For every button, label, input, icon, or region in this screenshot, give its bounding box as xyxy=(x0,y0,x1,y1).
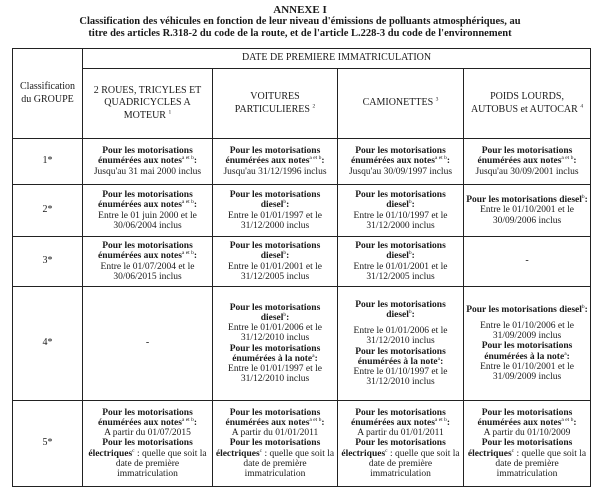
column-header: VOITURES PARTICULIERES $^2$ xyxy=(213,69,338,139)
group-column-header: Classification du GROUPE xyxy=(13,49,83,139)
empty-cell: - xyxy=(464,237,591,287)
empty-cell: - xyxy=(83,287,213,401)
table-cell: Pour les motorisations énumérées aux notes$^{a et b}$: Jusqu'au 31 mai 2000 inclus xyxy=(83,139,213,185)
column-header: CAMIONETTES $^3$ xyxy=(338,69,464,139)
table-cell: Pour les motorisations énumérées aux notes$^{a et b}$: Jusqu'au 31/12/1996 inclus xyxy=(213,139,338,185)
classification-table xyxy=(12,48,591,487)
group-cell: 4* xyxy=(13,287,83,401)
table-row xyxy=(13,237,591,287)
doc-heading-line-1: Classification des véhicules en fonction de leur niveau d'émissions de polluants atmosphériques, au xyxy=(79,16,521,27)
table-cell: Pour les motorisations énumérées aux notes$^{a et b}$: A partir du 01/01/2011 Pour les motorisations électriques$^c$ : quelle que soit la date de première immatriculation xyxy=(338,401,464,487)
table-row xyxy=(13,185,591,237)
annex-title: ANNEXE I xyxy=(273,4,327,16)
group-cell: 3* xyxy=(13,237,83,287)
date-header: DATE DE PREMIERE IMMATRICULATION xyxy=(83,49,591,69)
table-cell: Pour les motorisations énumérées aux notes$^{a et b}$: Entre le 01 juin 2000 et le 30/06/2004 inclus xyxy=(83,185,213,237)
table-cell: Pour les motorisations diesel$^b$: Entre le 01/10/2006 et le 31/09/2009 inclus Pour les motorisations énumérées à la note$^a$: Entre le 01/10/2001 et le 31/09/2009 inclus xyxy=(464,287,591,401)
table-cell: Pour les motorisations énumérées aux notes$^{a et b}$: A partir du 01/10/2009 Pour les motorisations électriques$^c$ : quelle que soit la date de première immatriculation xyxy=(464,401,591,487)
table-row xyxy=(13,287,591,401)
group-cell: 5* xyxy=(13,401,83,487)
table-cell: Pour les motorisations énumérées aux notes$^{a et b}$: A partir du 01/07/2015 Pour les motorisations électriques$^c$ : quelle que soit la date de première immatriculation xyxy=(83,401,213,487)
table-cell: Pour les motorisations diesel$^b$: Entre le 01/10/2001 et le 30/09/2006 inclus xyxy=(464,185,591,237)
group-cell: 1* xyxy=(13,139,83,185)
table-cell: Pour les motorisations diesel$^b$: Entre le 01/01/2001 et le 31/12/2005 inclus xyxy=(338,237,464,287)
table-row xyxy=(13,139,591,185)
column-header: POIDS LOURDS, AUTOBUS et AUTOCAR $^4$ xyxy=(464,69,591,139)
table-cell: Pour les motorisations énumérées aux notes$^{a et b}$: Jusqu'au 30/09/2001 inclus xyxy=(464,139,591,185)
table-cell: Pour les motorisations diesel$^b$: Entre le 01/01/2006 et le 31/12/2010 inclus Pour les motorisations énumérées à la note$^a$: Entre le 01/10/1997 et le 31/12/2010 inclus xyxy=(338,287,464,401)
table-cell: Pour les motorisations diesel$^b$: Entre le 01/01/1997 et le 31/12/2000 inclus xyxy=(213,185,338,237)
table-cell: Pour les motorisations diesel$^b$: Entre le 01/10/1997 et le 31/12/2000 inclus xyxy=(338,185,464,237)
table-cell: Pour les motorisations énumérées aux notes$^{a et b}$: A partir du 01/01/2011 Pour les motorisations électriques$^c$ : quelle que soit la date de première immatriculation xyxy=(213,401,338,487)
doc-heading-line-2: titre des articles R.318-2 du code de la route, et de l'article L.228-3 du code de l'environnement xyxy=(88,28,512,39)
table-cell: Pour les motorisations diesel$^b$: Entre le 01/01/2006 et le 31/12/2010 inclus Pour les motorisations énumérées à la note$^a$: Entre le 01/01/1997 et le 31/12/2010 inclus xyxy=(213,287,338,401)
table-row xyxy=(13,401,591,487)
table-cell: Pour les motorisations diesel$^b$: Entre le 01/01/2001 et le 31/12/2005 inclus xyxy=(213,237,338,287)
table-cell: Pour les motorisations énumérées aux notes$^{a et b}$: Jusqu'au 30/09/1997 inclus xyxy=(338,139,464,185)
column-header: 2 ROUES, TRICYLES ET QUADRICYCLES A MOTEUR $^1$ xyxy=(83,69,213,139)
group-cell: 2* xyxy=(13,185,83,237)
table-cell: Pour les motorisations énumérées aux notes$^{a et b}$: Entre le 01/07/2004 et le 30/06/2015 inclus xyxy=(83,237,213,287)
